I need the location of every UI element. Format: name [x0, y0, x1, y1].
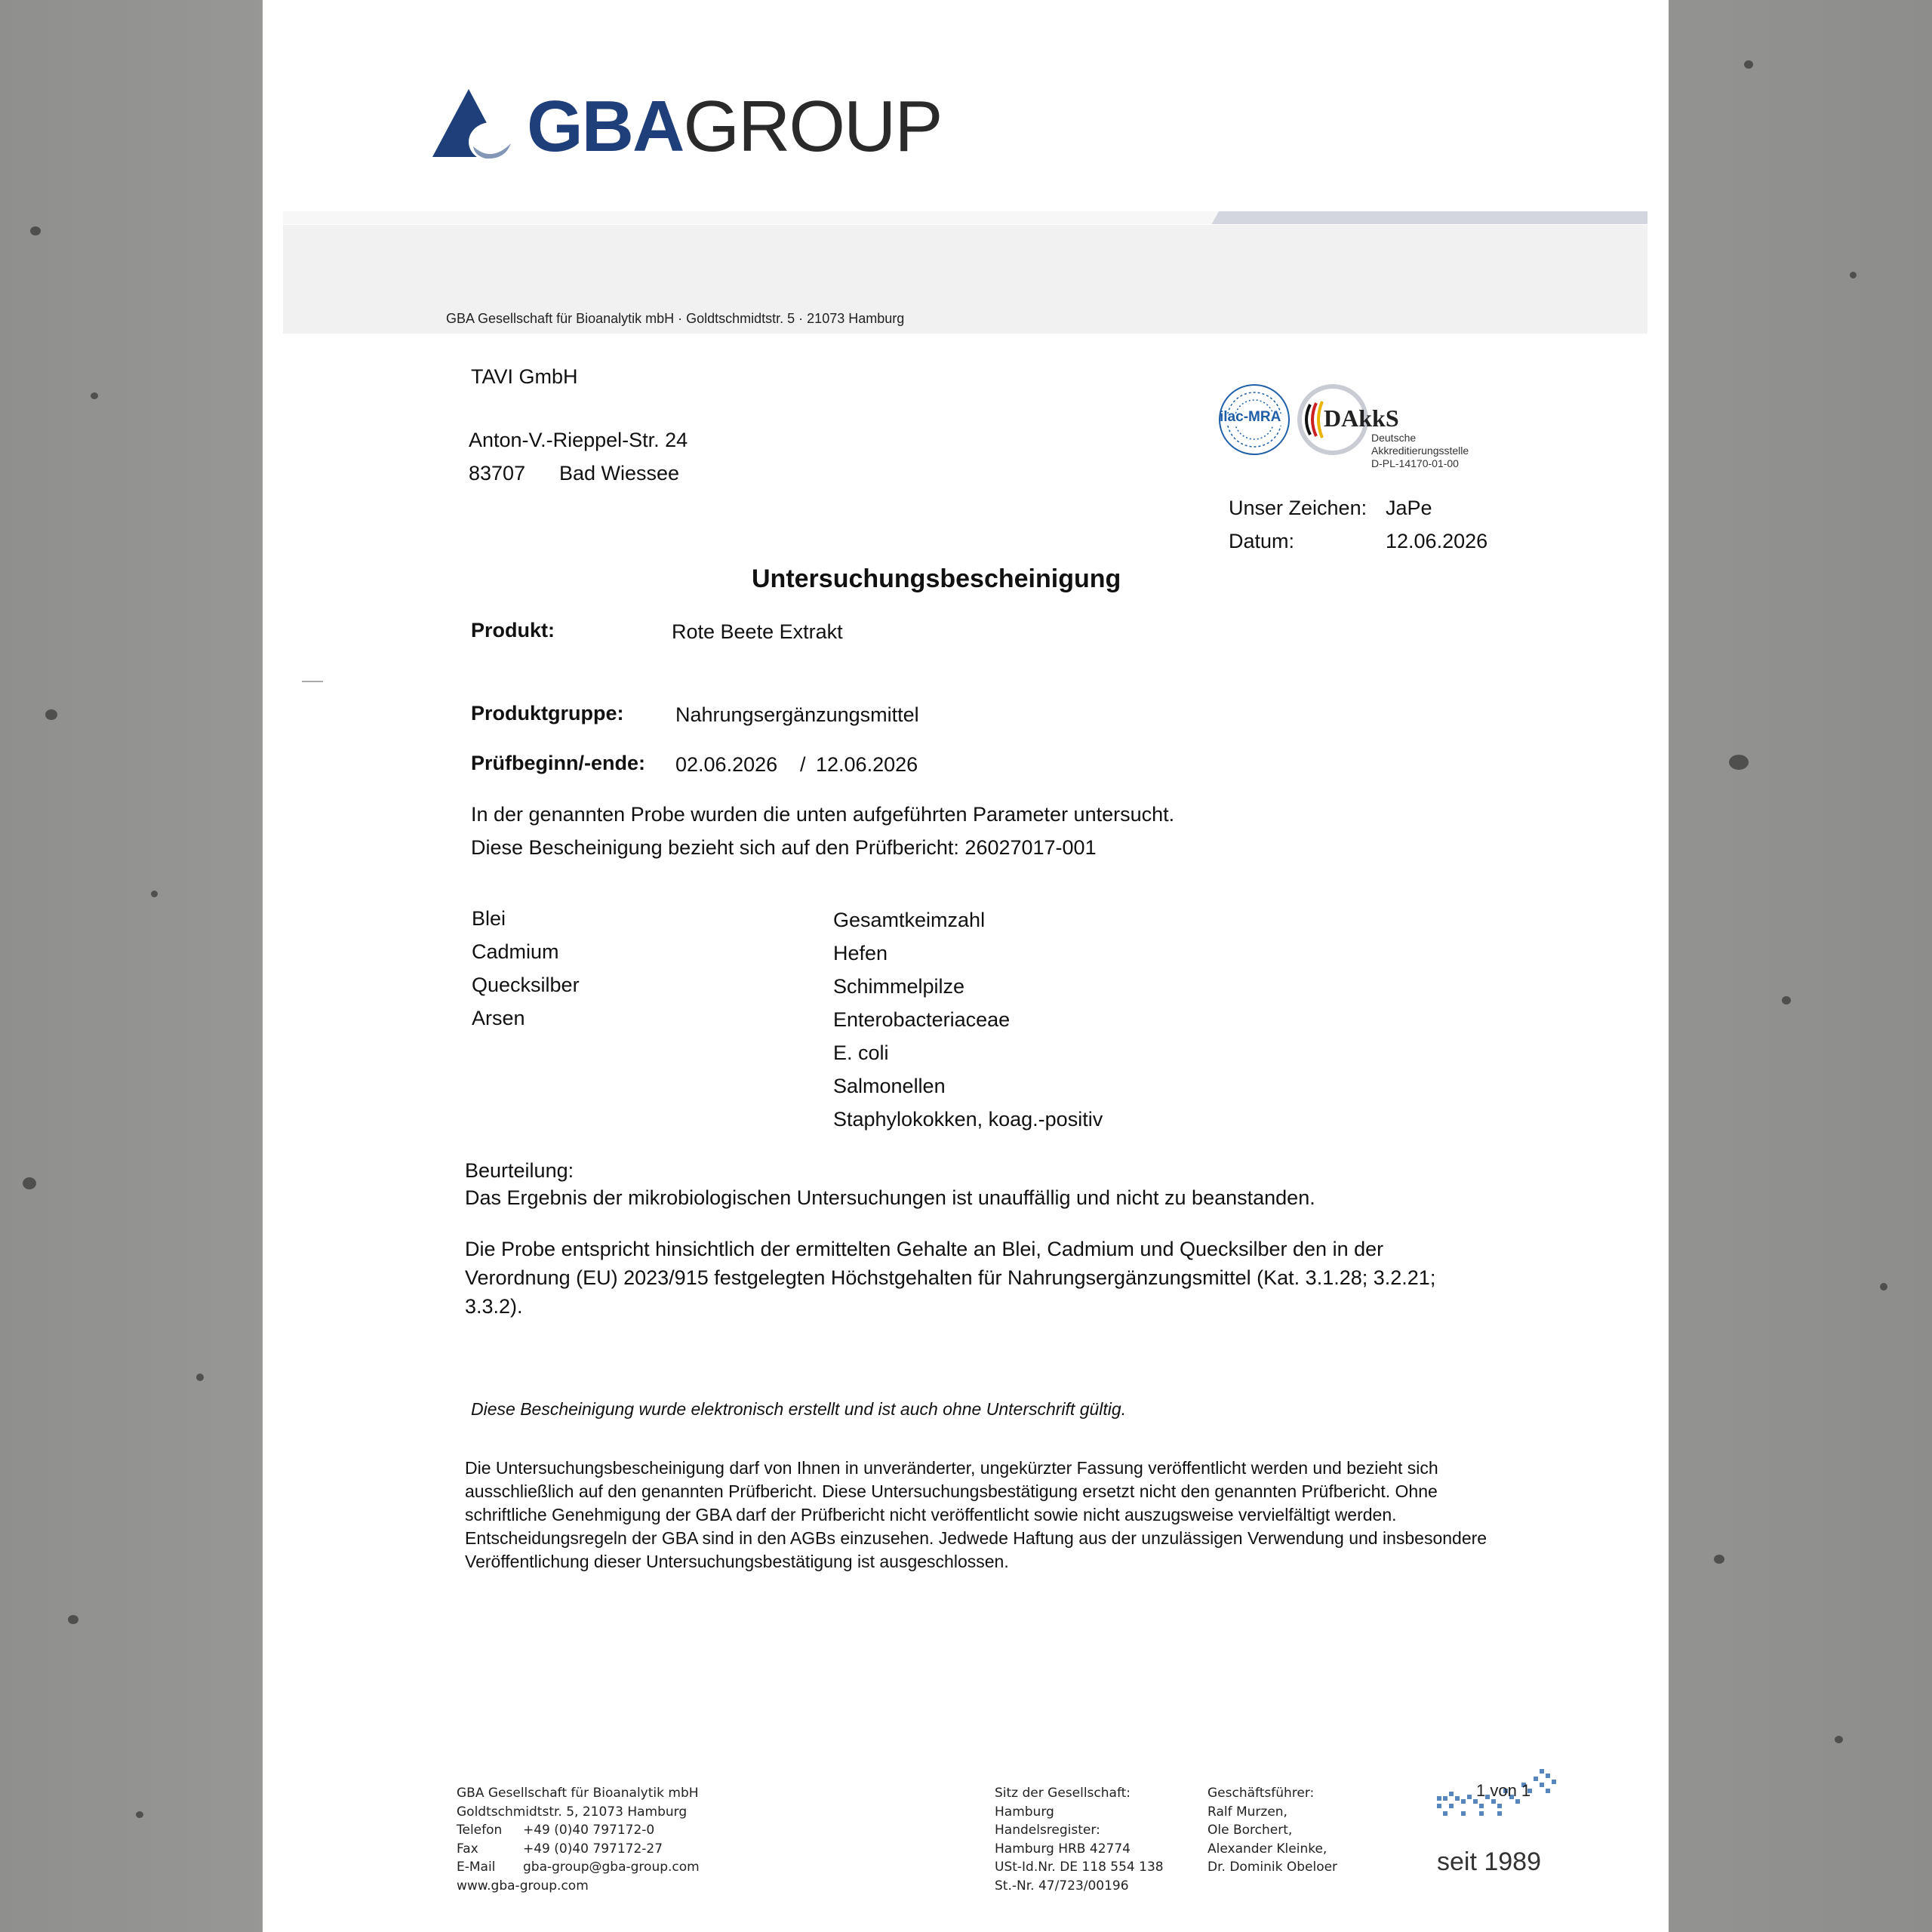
footer-gf-line: Ralf Murzen,: [1208, 1804, 1287, 1820]
produkt-value: Rote Beete Extrakt: [672, 620, 843, 643]
electronic-note: Diese Bescheinigung wurde elektronisch erstellt und ist auch ohne Unterschrift gültig.: [471, 1399, 1127, 1419]
beurteilung-text2-line2: Verordnung (EU) 2023/915 festgelegten Höchstgehalten für Nahrungsergänzungsmittel (Kat. 3.1.28; 3.2.21;: [465, 1266, 1436, 1289]
header-stripe: [283, 211, 1647, 225]
param-left-item: Blei: [472, 907, 506, 930]
pruefzeit-end: 12.06.2026: [816, 753, 918, 776]
recipient-street: Anton-V.-Rieppel-Str. 24: [469, 429, 688, 451]
intro-line1: In der genannten Probe wurden die unten aufgeführten Parameter untersucht.: [471, 803, 1175, 826]
footer-sitz-line: Handelsregister:: [995, 1823, 1100, 1838]
zeichen-label: Unser Zeichen:: [1229, 497, 1367, 519]
footer-email[interactable]: gba-group@gba-group.com: [523, 1860, 700, 1875]
footer-gf-line: Geschäftsführer:: [1208, 1786, 1315, 1801]
footer-gf-column: [1208, 1784, 1337, 1877]
dakks-label: DAkkS: [1324, 405, 1399, 432]
logo-gba-text: GBA: [527, 86, 684, 167]
concrete-background-left: [0, 0, 263, 1932]
sender-line: GBA Gesellschaft für Bioanalytik mbH · Goldtschmidtstr. 5 · 21073 Hamburg: [446, 311, 905, 326]
footer-web[interactable]: www.gba-group.com: [457, 1878, 589, 1894]
datum-label: Datum:: [1229, 530, 1295, 552]
pruefzeit-start: 02.06.2026: [675, 753, 778, 776]
report-number: 26027017-001: [964, 836, 1097, 859]
param-right-item: Schimmelpilze: [833, 975, 965, 998]
document-page: [263, 0, 1669, 1932]
param-right-item: E. coli: [833, 1041, 889, 1064]
footer-sitz-line: St.-Nr. 47/723/00196: [995, 1878, 1129, 1894]
param-right-item: Staphylokokken, koag.-positiv: [833, 1108, 1103, 1131]
footer-address: Goldtschmidtstr. 5, 21073 Hamburg: [457, 1804, 688, 1820]
disclaimer-line: schriftliche Genehmigung der GBA darf der Prüfbericht nicht veröffentlicht sowie nicht auszugsweise vervielfältigt werden.: [465, 1505, 1397, 1524]
page-number: 1 von 1: [1476, 1781, 1531, 1800]
beurteilung-text2-line1: Die Probe entspricht hinsichtlich der ermittelten Gehalte an Blei, Cadmium und Quecksilber den in der: [465, 1238, 1384, 1260]
footer-sitz-line: Hamburg HRB 42774: [995, 1841, 1131, 1857]
footer-sitz-column: [995, 1784, 1164, 1895]
gba-logo-icon: [432, 89, 523, 165]
footer-gf-line: Ole Borchert,: [1208, 1823, 1293, 1838]
produktgruppe-label: Produktgruppe:: [471, 702, 624, 724]
pruefzeit-sep: /: [800, 753, 806, 776]
footer-sitz-line: USt-Id.Nr. DE 118 554 138: [995, 1860, 1164, 1875]
footer-sitz-line: Sitz der Gesellschaft:: [995, 1786, 1131, 1801]
disclaimer-line: ausschließlich auf den genannten Prüfbericht. Diese Untersuchungsbestätigung ersetzt nicht den genannten Prüfbericht. Ohne: [465, 1481, 1438, 1501]
zeichen-value: JaPe: [1386, 497, 1432, 519]
dakks-id: D-PL-14170-01-00: [1371, 457, 1459, 469]
recipient-zip: 83707: [469, 462, 526, 485]
disclaimer-line: Veröffentlichung dieser Untersuchungsbestätigung ist ausgeschlossen.: [465, 1552, 1009, 1571]
footer-gf-line: Alexander Kleinke,: [1208, 1841, 1327, 1857]
recipient-city: Bad Wiessee: [559, 462, 680, 485]
param-right-item: Hefen: [833, 942, 888, 964]
disclaimer-line: Die Untersuchungsbescheinigung darf von Ihnen in unveränderter, ungekürzter Fassung veröffentlicht werden und bezieht sich: [465, 1458, 1438, 1478]
dakks-line1: Deutsche: [1371, 432, 1417, 444]
footer-fax-label: Fax: [457, 1841, 478, 1857]
since-label: seit 1989: [1437, 1847, 1541, 1876]
beurteilung-label: Beurteilung:: [465, 1159, 574, 1182]
param-left-item: Arsen: [472, 1007, 525, 1029]
anniversary-dots-icon: [1435, 1766, 1564, 1838]
document-title: Untersuchungsbescheinigung: [752, 565, 1121, 593]
beurteilung-text2-line3: 3.3.2).: [465, 1295, 523, 1318]
recipient-company: TAVI GmbH: [471, 365, 578, 388]
dakks-line2: Akkreditierungsstelle: [1371, 445, 1469, 457]
beurteilung-text1: Das Ergebnis der mikrobiologischen Untersuchungen ist unauffällig und nicht zu beanstanden.: [465, 1186, 1315, 1209]
footer-tel-label: Telefon: [457, 1823, 503, 1838]
param-right-item: Salmonellen: [833, 1075, 946, 1097]
param-left-item: Cadmium: [472, 940, 559, 963]
intro-line2-prefix: Diese Bescheinigung bezieht sich auf den Prüfbericht:: [471, 836, 959, 859]
logo-group-text: GROUP: [683, 86, 942, 167]
footer-fax: +49 (0)40 797172-27: [523, 1841, 663, 1857]
gba-group-wordmark: [527, 86, 942, 167]
param-right-item: Enterobacteriaceae: [833, 1008, 1011, 1031]
produktgruppe-value: Nahrungsergänzungsmittel: [675, 703, 919, 726]
footer-company: GBA Gesellschaft für Bioanalytik mbH: [457, 1786, 699, 1801]
footer-tel: +49 (0)40 797172-0: [523, 1823, 655, 1838]
datum-value: 12.06.2026: [1386, 530, 1488, 552]
footer-company-column: [457, 1784, 700, 1895]
fold-mark: [302, 681, 323, 682]
pruefzeit-label: Prüfbeginn/-ende:: [471, 752, 645, 774]
param-right-item: Gesamtkeimzahl: [833, 909, 986, 931]
concrete-background-right: [1669, 0, 1932, 1932]
ilac-label: ilac-MRA: [1220, 409, 1281, 425]
produkt-label: Produkt:: [471, 619, 555, 641]
footer-sitz-line: Hamburg: [995, 1804, 1054, 1820]
footer-email-label: E-Mail: [457, 1860, 496, 1875]
param-left-item: Quecksilber: [472, 974, 580, 996]
intro-line2: [471, 836, 1097, 860]
disclaimer-line: Entscheidungsregeln der GBA sind in den AGBs einzusehen. Jedwede Haftung aus der unzulässigen Verwendung und insbesondere: [465, 1528, 1487, 1548]
footer-gf-line: Dr. Dominik Obeloer: [1208, 1860, 1338, 1875]
